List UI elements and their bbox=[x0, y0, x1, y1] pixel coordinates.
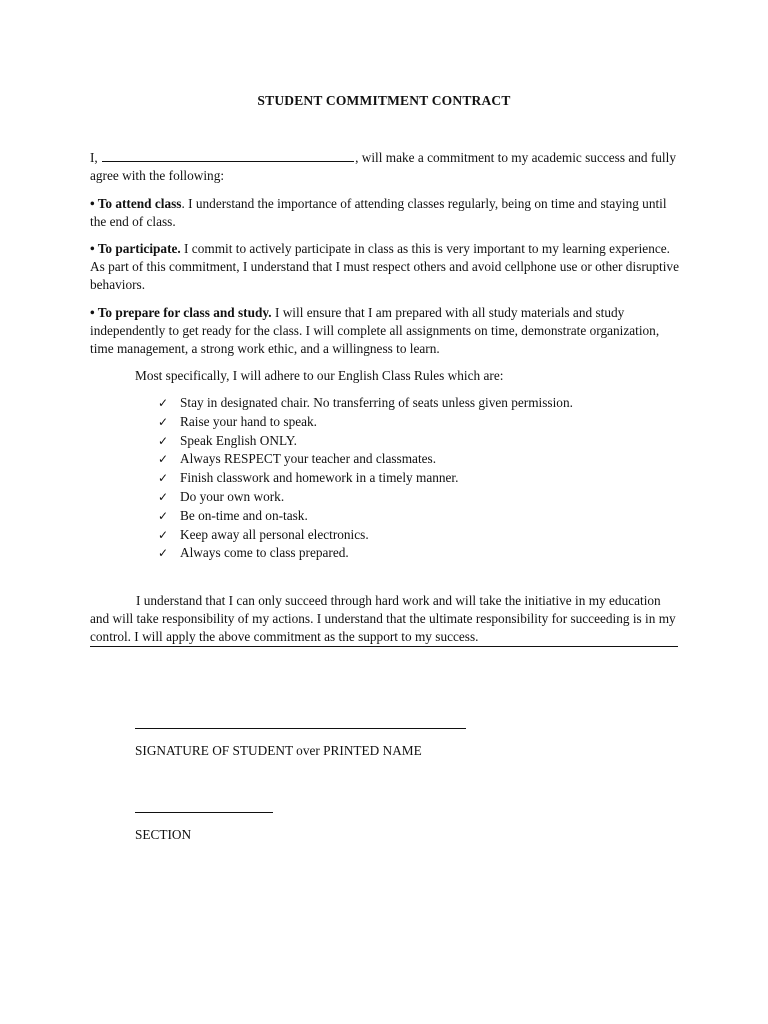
commitment-attend-class bbox=[90, 195, 680, 231]
rule-text: Always come to class prepared. bbox=[180, 545, 349, 561]
list-item bbox=[158, 413, 573, 432]
rule-text: Finish classwork and homework in a timely manner. bbox=[180, 470, 459, 486]
rule-text: Speak English ONLY. bbox=[180, 432, 297, 448]
checkmark-icon: ✓ bbox=[158, 546, 169, 561]
rule-text: Do your own work. bbox=[180, 488, 285, 504]
closing-paragraph: I understand that I can only succeed through hard work and will take the initiative in my education and will take responsibility of my actions. I understand that the ultimate responsibility for succeeding is in my control. I will apply the above commitment as the support to my success. bbox=[90, 592, 678, 647]
checkmark-icon: ✓ bbox=[158, 433, 169, 448]
commitment-text: . I understand the importance of attending classes regularly, being on time and staying until the end of class. bbox=[90, 196, 667, 229]
commitment-heading: • To prepare for class and study. bbox=[90, 305, 272, 320]
list-item bbox=[158, 450, 573, 469]
list-item bbox=[158, 544, 573, 563]
checkmark-icon: ✓ bbox=[158, 527, 169, 542]
commitment-heading: • To participate. bbox=[90, 241, 181, 256]
list-item bbox=[158, 526, 573, 545]
commitment-text: I will ensure that I am prepared with all study materials and study independently to get ready for the class. I will complete all assignments on time, demonstrate organization, time management, a strong work ethic, and a willingness to learn. bbox=[90, 305, 660, 356]
rule-text: Be on-time and on-task. bbox=[180, 507, 308, 523]
list-item bbox=[158, 488, 573, 507]
section-line[interactable] bbox=[135, 812, 273, 813]
signature-label: SIGNATURE OF STUDENT over PRINTED NAME bbox=[135, 743, 422, 758]
rule-text: Stay in designated chair. No transferring of seats unless given permission. bbox=[180, 395, 573, 410]
checkmark-icon: ✓ bbox=[158, 452, 169, 467]
commitment-prepare bbox=[90, 304, 680, 358]
checkmark-icon: ✓ bbox=[158, 396, 169, 410]
list-item bbox=[158, 507, 573, 526]
checkmark-icon: ✓ bbox=[158, 489, 169, 504]
checkmark-icon: ✓ bbox=[158, 471, 169, 486]
intro-paragraph bbox=[90, 149, 680, 185]
intro-suffix: , will make a commitment to my academic success and fully agree with the following: bbox=[90, 150, 676, 183]
section-label: SECTION bbox=[135, 827, 192, 842]
commitment-heading: • To attend class bbox=[90, 196, 182, 211]
document-title: STUDENT COMMITMENT CONTRACT bbox=[257, 93, 511, 108]
rules-intro: Most specifically, I will adhere to our English Class Rules which are: bbox=[135, 368, 504, 383]
checkmark-icon: ✓ bbox=[158, 508, 169, 523]
intro-prefix: I, bbox=[90, 150, 98, 165]
commitment-text: I commit to actively participate in class as this is very important to my learning experience. As part of this commitment, I understand that I must respect others and avoid cellphone use or other disruptive behaviors. bbox=[90, 241, 679, 292]
student-name-blank[interactable] bbox=[102, 149, 354, 162]
class-rules-list bbox=[158, 394, 573, 563]
rule-text: Keep away all personal electronics. bbox=[180, 526, 369, 542]
signature-line[interactable] bbox=[135, 728, 466, 729]
list-item bbox=[158, 469, 573, 488]
rule-text: Raise your hand to speak. bbox=[180, 413, 318, 429]
list-item bbox=[158, 394, 573, 413]
rule-text: Always RESPECT your teacher and classmates. bbox=[180, 451, 437, 467]
checkmark-icon: ✓ bbox=[158, 414, 169, 429]
commitment-participate bbox=[90, 240, 680, 294]
list-item bbox=[158, 432, 573, 451]
